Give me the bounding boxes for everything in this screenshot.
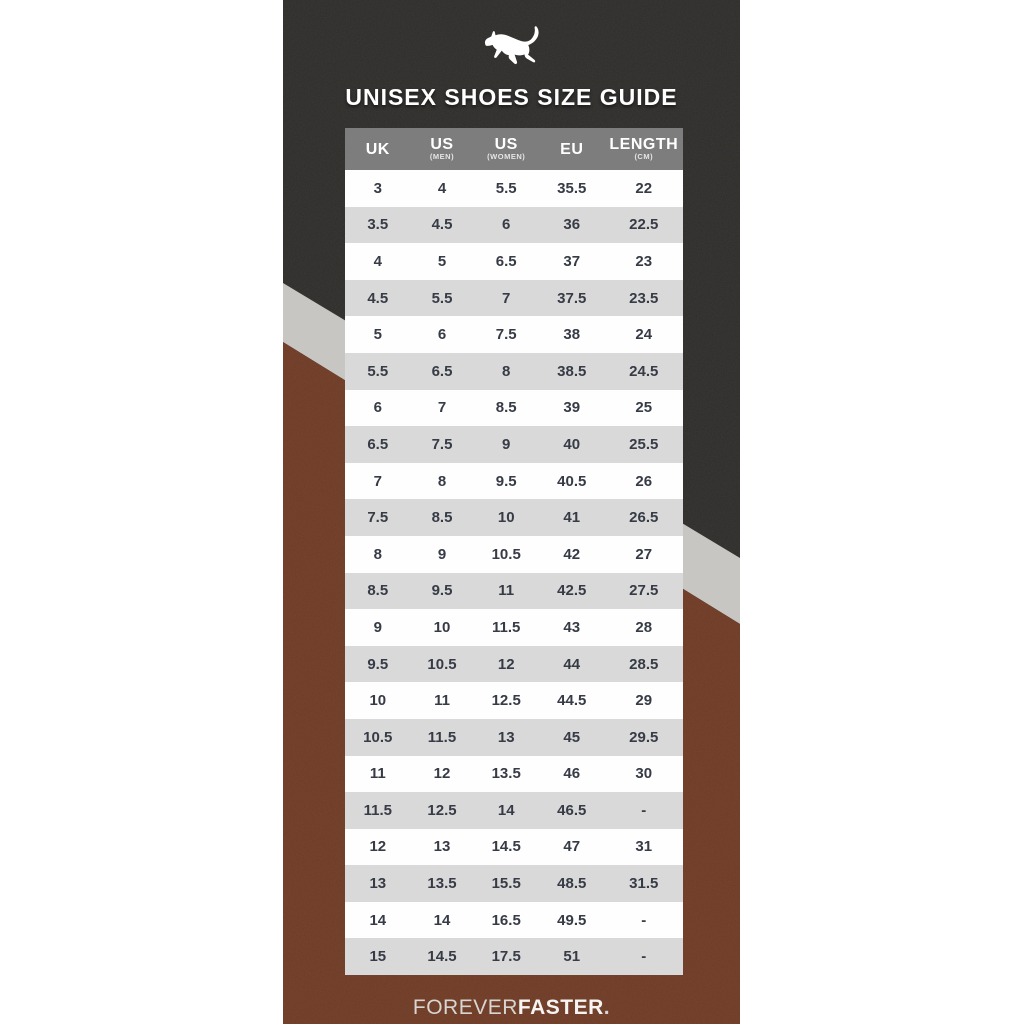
table-cell: 6.5 [495,252,517,270]
table-cell: 15 [369,948,387,966]
table-cell: 10 [433,618,451,636]
table-row [345,756,683,793]
table-row [345,536,683,573]
table-cell: 9.5 [431,582,453,600]
table-cell: 12.5 [491,692,521,710]
size-table-body [345,170,683,975]
table-cell: 8.5 [367,582,389,600]
table-cell: 3 [373,179,382,197]
table-cell: 13 [497,728,515,746]
table-cell: 9.5 [367,655,389,673]
table-cell: 29.5 [629,728,659,746]
table-cell: 12 [433,765,451,783]
table-cell: 38 [563,326,581,344]
table-cell: 11 [498,582,515,600]
table-row [345,792,683,829]
table-cell: 28 [635,618,653,636]
table-cell: 36 [563,216,581,234]
footer-tagline [283,996,740,1020]
table-cell: 26 [635,472,653,490]
table-cell: 5.5 [367,362,389,380]
table-cell: 43 [563,618,581,636]
table-cell: 8 [373,545,382,563]
table-cell: 46 [563,765,581,783]
table-cell: 10 [497,509,515,527]
column-header-us-women: US (WOMEN) [487,136,526,161]
tagline-forever: FOREVER [412,996,518,1019]
table-row [345,426,683,463]
table-cell: 12 [497,655,515,673]
table-cell: 6 [437,326,447,344]
column-header-us-men: US (MEN) [429,136,455,161]
table-cell: 25.5 [629,435,659,453]
table-cell: 6 [502,216,511,234]
tagline-faster: FASTER [517,996,604,1019]
table-cell: - [641,801,647,819]
table-cell: 22.5 [629,216,659,234]
table-cell: 8 [437,472,447,490]
table-cell: 14 [497,801,515,819]
track-photo-strip [283,0,740,1024]
table-cell: 24.5 [629,362,659,380]
table-cell: 6.5 [367,435,389,453]
table-row [345,938,683,975]
table-cell: 22 [635,179,653,197]
table-row [345,499,683,536]
table-cell: 25 [635,399,653,417]
table-cell: 10 [369,692,387,710]
table-cell: 10.5 [427,655,457,673]
table-cell: 15.5 [491,875,521,893]
table-cell: 44 [563,655,581,673]
table-cell: 13 [369,875,387,893]
table-row [345,829,683,866]
table-row [345,280,683,317]
table-cell: 4.5 [367,289,389,307]
table-cell: - [641,948,647,966]
table-cell: 4.5 [431,216,453,234]
table-cell: 42 [563,545,581,563]
table-row [345,170,683,207]
table-cell: 10.5 [491,545,521,563]
table-cell: 10.5 [363,728,393,746]
table-row [345,463,683,500]
table-cell: 31.5 [629,875,659,893]
table-cell: 8.5 [431,509,453,527]
table-cell: 13 [433,838,451,856]
table-cell: 27.5 [629,582,659,600]
table-row [345,902,683,939]
table-cell: 8 [502,362,511,380]
table-row [345,682,683,719]
table-cell: 12.5 [427,801,457,819]
table-cell: 13.5 [491,765,521,783]
table-cell: 12 [369,838,387,856]
table-cell: 42.5 [557,582,587,600]
table-cell: 7 [437,399,447,417]
table-cell: 14.5 [427,948,457,966]
table-cell: 4 [373,252,382,270]
brand-logo [283,18,740,80]
table-cell: 9.5 [495,472,517,490]
table-cell: 17.5 [491,948,521,966]
table-cell: - [641,911,647,929]
column-header-uk: UK [365,140,390,158]
size-guide-table [345,128,683,975]
table-cell: 6 [373,399,382,417]
table-row [345,353,683,390]
table-cell: 9 [437,545,447,563]
table-cell: 9 [373,618,382,636]
table-cell: 11 [369,765,386,783]
table-cell: 9 [502,435,511,453]
puma-cat-icon [478,16,544,82]
table-cell: 41 [563,509,581,527]
table-cell: 5.5 [495,179,517,197]
table-row [345,243,683,280]
column-header-eu: EU [560,140,584,158]
table-cell: 11.5 [492,618,521,636]
table-cell: 5 [373,326,382,344]
table-cell: 47 [563,838,581,856]
table-row [345,573,683,610]
table-cell: 11 [434,692,450,710]
header-row [345,128,683,170]
table-cell: 35.5 [557,179,587,197]
table-cell: 29 [635,692,653,710]
table-cell: 14.5 [491,838,521,856]
table-row [345,207,683,244]
table-cell: 24 [635,326,653,344]
table-cell: 7.5 [431,435,453,453]
table-cell: 31 [635,838,653,856]
table-header [345,128,683,170]
table-cell: 37 [563,252,581,270]
table-cell: 23 [635,252,653,270]
table-cell: 8.5 [495,399,517,417]
table-cell: 7.5 [495,326,517,344]
table-cell: 7.5 [367,509,389,527]
table-cell: 5.5 [431,289,453,307]
table-cell: 16.5 [491,911,521,929]
table-row [345,316,683,353]
table-row [345,719,683,756]
table-cell: 13.5 [427,875,457,893]
table-cell: 49.5 [557,911,587,929]
table-cell: 3.5 [367,216,389,234]
table-cell: 48.5 [557,875,587,893]
page-title: UNISEX SHOES SIZE GUIDE [345,84,678,110]
table-cell: 7 [502,289,511,307]
table-cell: 39 [563,399,581,417]
table-cell: 6.5 [431,362,453,380]
table-cell: 7 [373,472,382,490]
table-cell: 40 [563,435,581,453]
table-row [345,390,683,427]
table-cell: 14 [369,911,387,929]
table-row [345,646,683,683]
table-row [345,865,683,902]
table-cell: 23.5 [629,289,659,307]
table-cell: 28.5 [629,655,659,673]
table-cell: 4 [437,179,447,197]
table-cell: 11.5 [427,728,457,746]
table-cell: 26.5 [629,509,659,527]
table-cell: 40.5 [557,472,587,490]
table-row [345,609,683,646]
table-cell: 45 [563,728,581,746]
table-cell: 38.5 [557,362,587,380]
table-cell: 27 [635,545,653,563]
table-cell: 30 [635,765,653,783]
table-cell: 51 [563,948,581,966]
column-header-length: LENGTH (CM) [609,136,679,161]
tagline-period: . [603,996,611,1019]
table-cell: 46.5 [557,801,587,819]
table-cell: 5 [437,252,447,270]
table-cell: 37.5 [557,289,587,307]
table-cell: 11.5 [363,801,392,819]
table-cell: 14 [433,911,451,929]
table-cell: 44.5 [557,692,587,710]
